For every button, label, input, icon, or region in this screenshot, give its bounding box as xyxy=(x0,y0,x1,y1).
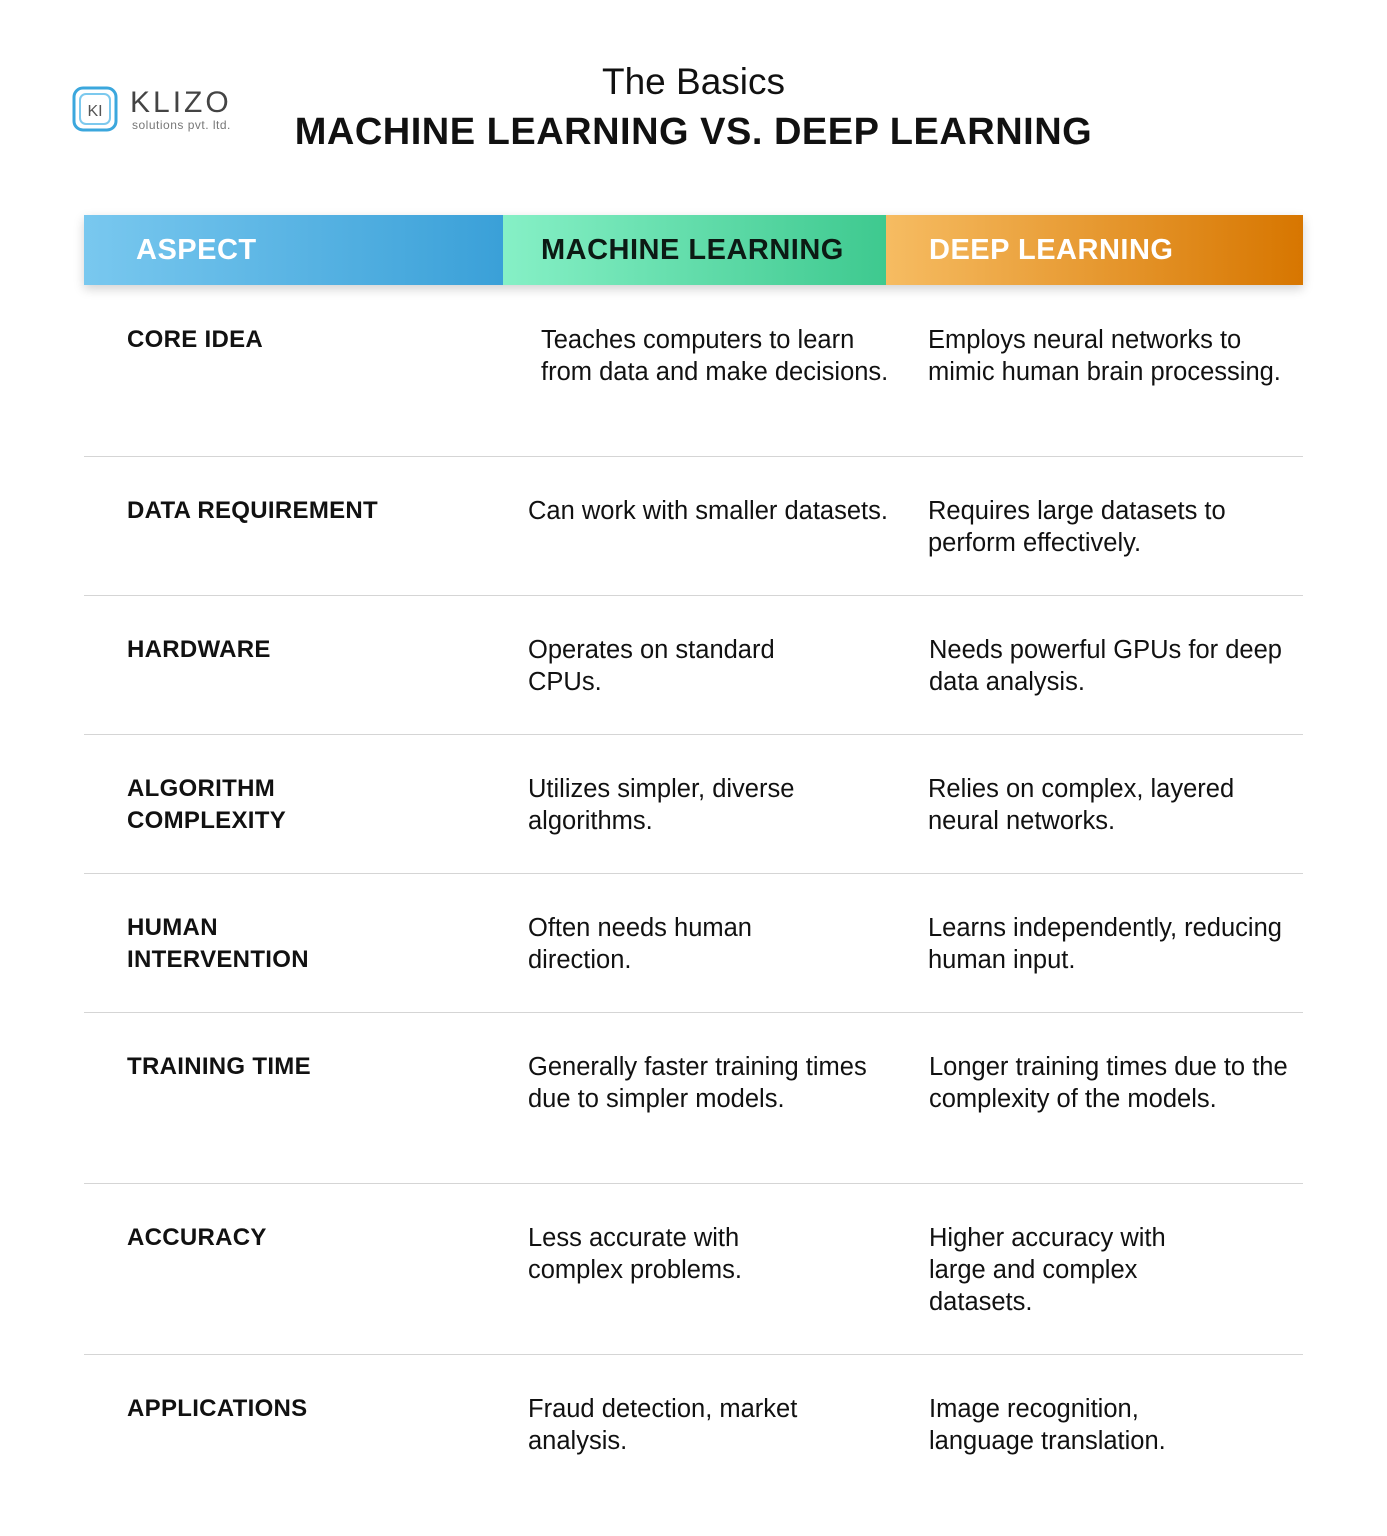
table-row xyxy=(84,874,1303,1013)
logo-tagline: solutions pvt. ltd. xyxy=(132,118,231,132)
row-ml-text: Operates on standard CPUs. xyxy=(528,636,775,696)
row-aspect-label: CORE IDEA xyxy=(127,326,264,353)
row-aspect-label: APPLICATIONS xyxy=(127,1395,308,1422)
page-title: MACHINE LEARNING VS. DEEP LEARNING xyxy=(294,111,1093,153)
logo-mark-text: KI xyxy=(87,103,103,120)
header-aspect: ASPECT xyxy=(84,215,503,285)
header-deep-learning: DEEP LEARNING xyxy=(886,215,1303,285)
table-row xyxy=(84,735,1303,874)
row-aspect-label: ACCURACY xyxy=(127,1224,267,1251)
row-dl-text: Employs neural networks to mimic human brain processing. xyxy=(928,326,1281,386)
row-aspect-label: TRAINING TIME xyxy=(127,1053,311,1080)
table-row xyxy=(84,285,1303,457)
table-row xyxy=(84,1013,1303,1184)
row-dl-text: Image recognition, language translation. xyxy=(929,1395,1166,1455)
row-aspect-label: HARDWARE xyxy=(127,636,271,663)
row-ml-text: Teaches computers to learn from data and make decisions. xyxy=(541,326,889,386)
row-dl-text: Higher accuracy with large and complex datasets. xyxy=(929,1224,1166,1316)
row-dl-text: Requires large datasets to perform effectively. xyxy=(928,497,1226,557)
row-ml-text: Utilizes simpler, diverse algorithms. xyxy=(528,775,795,835)
row-ml-text: Can work with smaller datasets. xyxy=(528,497,888,525)
row-dl-text: Learns independently, reducing human input. xyxy=(928,914,1282,974)
row-aspect-label: DATA REQUIREMENT xyxy=(127,497,379,524)
logo-name: KLIZO xyxy=(130,86,232,119)
page-subtitle: The Basics xyxy=(601,61,785,102)
table-row xyxy=(84,596,1303,735)
header-machine-learning: MACHINE LEARNING xyxy=(503,215,886,285)
row-aspect-label: ALGORITHM COMPLEXITY xyxy=(127,775,287,834)
row-ml-text: Often needs human direction. xyxy=(528,914,752,974)
row-dl-text: Longer training times due to the complexity of the models. xyxy=(929,1053,1288,1113)
table-row xyxy=(84,1184,1303,1355)
comparison-table xyxy=(84,285,1303,1495)
row-dl-text: Relies on complex, layered neural networks. xyxy=(928,775,1235,835)
row-ml-text: Fraud detection, market analysis. xyxy=(528,1395,798,1455)
table-row xyxy=(84,457,1303,596)
row-ml-text: Less accurate with complex problems. xyxy=(528,1224,742,1284)
table-row xyxy=(84,1355,1303,1495)
row-aspect-label: HUMAN INTERVENTION xyxy=(127,914,309,973)
row-ml-text: Generally faster training times due to simpler models. xyxy=(528,1053,867,1113)
row-dl-text: Needs powerful GPUs for deep data analysis. xyxy=(929,636,1282,696)
table-header xyxy=(84,215,1303,285)
